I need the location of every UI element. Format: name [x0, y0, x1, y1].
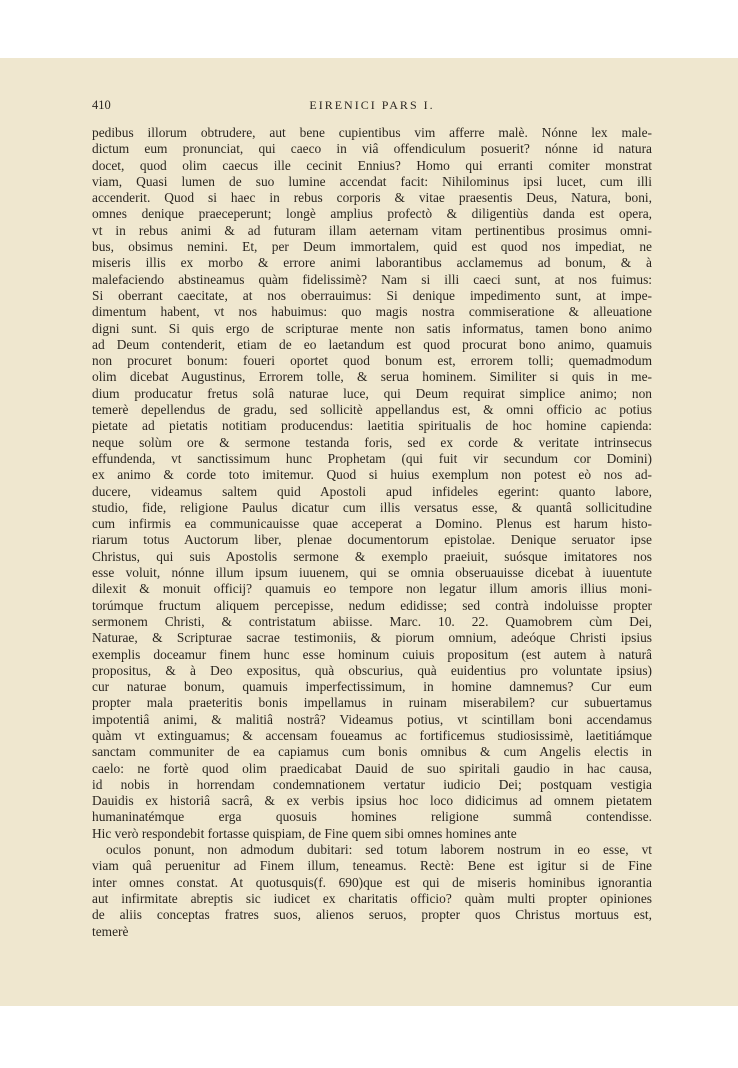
text-line: vt in rebus animi & ad futuram illam aeternam vitam pertinentibus prosimus omni-: [92, 222, 652, 238]
text-line: quàm vt extinguamus; & accensam foueamus ac fortificemus studiosissimè, laetitiámque: [92, 727, 652, 743]
text-line: viam quâ peruenitur ad Finem illum, teneamus. Rectè: Bene est igitur si de Fine: [92, 858, 652, 874]
book-page: [0, 58, 738, 1006]
text-line: cum infirmis ea communicauisse quae acceperat a Domino. Plenus est harum histo-: [92, 516, 652, 532]
body-text: [92, 125, 652, 956]
text-line: inter omnes constat. At quotusquis(f. 690)que est qui de miseris hominibus ignorantia: [92, 874, 652, 890]
text-line: de aliis conceptas fratres suos, alienos seruos, propter quos Christus mortuus est,: [92, 907, 652, 923]
text-line: Si oberrant caecitate, at nos oberrauimus: Si denique impedimento sunt, at impe-: [92, 287, 652, 303]
text-line: cur naturae bonum, quamuis imperfectissimum, in homine damnemus? Cur eum: [92, 679, 652, 695]
text-line: ex animo & corde toto imitemur. Quod si huius exemplum non potest eò nos ad-: [92, 467, 652, 483]
text-line: dilexit & monuit officij? quamuis eo tempore non legatur illum amoris illius moni-: [92, 581, 652, 597]
text-line: bus, obsimus nemini. Et, per Deum immortalem, quid est quod nos impediat, ne: [92, 239, 652, 255]
text-line: Christus, qui suis Apostolis sermone & exemplo praeiuit, suósque imitatores nos: [92, 548, 652, 564]
text-line: humaninatémque erga quosuis homines religione summâ contendisse.: [92, 809, 652, 825]
text-line: oculos ponunt, non admodum dubitari: sed totum laborem nostrum in eo esse, vt: [106, 842, 652, 858]
text-line: temerè: [92, 923, 129, 939]
text-line: caelo: ne fortè quod olim praedicabat Dauid de suo spiritali gaudio in hac causa,: [92, 760, 652, 776]
text-line: sermonem Christi, & contristatum abiisse. Marc. 10. 22. Quamobrem cùm Dei,: [92, 613, 652, 629]
text-line: torúmque fructum aliquem percepisse, nedum edidisse; sed contrà indoluisse propter: [92, 597, 652, 613]
text-line: impotentiâ animi, & malitiâ nostrâ? Videamus potius, vt scintillam boni accendamus: [92, 711, 652, 727]
text-line: neque solùm ore & sermone testanda foris, sed ex corde & veritate intrinsecus: [92, 434, 652, 450]
text-line: digni sunt. Si quis ergo de scripturae mente non satis informatus, tamen bono animo: [92, 320, 652, 336]
text-line: docet, quod olim caecus ille cecinit Ennius? Homo qui erranti comiter monstrat: [92, 157, 652, 173]
page-header: [92, 98, 652, 116]
text-line: viam, Quasi lumen de suo lumine accendat facit: Nihilominus ipsi lucet, cum illi: [92, 173, 652, 189]
text-line: exemplis doceamur finem hunc esse hominum cuiuis propositum (est autem à naturâ: [92, 646, 652, 662]
text-line: dimentum habent, vt nos habuimus: quo magis nostra commiseratione & alleuatione: [92, 304, 652, 320]
text-line: pedibus illorum obtrudere, aut bene cupientibus vim afferre malè. Nónne lex male-: [92, 125, 652, 140]
catchword: [92, 940, 652, 956]
text-line: temerè depellendus de gradu, sed sollicitè appellandus est, & omni officio ac potius: [92, 402, 652, 418]
text-line: dictum eum pronunciat, qui caeco in viâ offendiculum posuerit? nónne id natura: [92, 141, 652, 157]
text-line: Naturae, & Scripturae sacrae testimoniis, & piorum omnium, adeóque Christi ipsius: [92, 630, 652, 646]
text-line: riarum totus Auctorum liber, plenae documentorum epistolae. Denique seruator ipse: [92, 532, 652, 548]
text-line: dium producatur fretus solâ naturae luce, qui Deum requirat simplice animo; non: [92, 385, 652, 401]
text-line: ad Deum contenderit, etiam de eo laetandum est quod procurat bono animo, quamuis: [92, 336, 652, 352]
text-line: esse voluit, nónne illum ipsum iuuenem, qui se omnia obseruauisse dicebat à iuuentute: [92, 565, 652, 581]
text-line: studio, fide, religione Paulus dicatur cum illis versatus esse, & quantâ sollicitudine: [92, 499, 652, 515]
text-line: id nobis in horrendam condemnationem vertatur iudicio Dei; postquam vestigia: [92, 776, 652, 792]
text-line: miseris illis ex morbo & errore animi laborantibus acclamemus ad bonum, & à: [92, 255, 652, 271]
text-line: propositus, & à Deo expositus, quà obscurius, quà euidentius pro voluntate ipsius): [92, 662, 652, 678]
text-line: Dauidis ex historiâ sacrâ, & ex verbis ipsius hoc loco didicimus ad omnem pietatem: [92, 793, 652, 809]
text-line: propter mala praeteritis bonis impellamus in ruinam miserabilem? cur subuertamus: [92, 695, 652, 711]
text-line: effundenda, vt sanctissimum hunc Prophetam (qui fuit vir secundum cor Domini): [92, 450, 652, 466]
text-line: pietate ad pietatis notitiam producendus: laetitia spiritualis de hoc homine capienda:: [92, 418, 652, 434]
text-line: non procuret bonum: foueri oportet quod bonum est, errorem tolli; quemadmodum: [92, 353, 652, 369]
text-line: olim dicebat Augustinus, Errorem tolle, & serua hominem. Similiter si quis in me-: [92, 369, 652, 385]
page-number: 410: [92, 98, 111, 112]
text-line: omnes denique praeceperunt; longè amplius profectò & diligentiùs danda est opera,: [92, 206, 652, 222]
text-line: accenderit. Quod si haec in rebus corporis & vitae praesentis Deus, Natura, boni,: [92, 190, 652, 206]
text-line: malefaciendo abstineamus quàm fidelissimè? Nam si illi caeci sunt, at nos fuimus:: [92, 271, 652, 287]
text-line: aut infirmitate abreptis sic iudicet ex charitatis officio? quàm multi propter opiniones: [92, 890, 652, 906]
text-line: sanctam communiter de ea capiamus cum bonis omnibus & cum Angelis electis in: [92, 744, 652, 760]
text-line: Hic verò respondebit fortasse quispiam, de Fine quem sibi omnes homines ante: [92, 825, 517, 841]
text-line: ducere, videamus saltem quid Apostoli apud infideles egerint: quanto labore,: [92, 483, 652, 499]
running-title: EIRENICI PARS I.: [309, 98, 435, 112]
